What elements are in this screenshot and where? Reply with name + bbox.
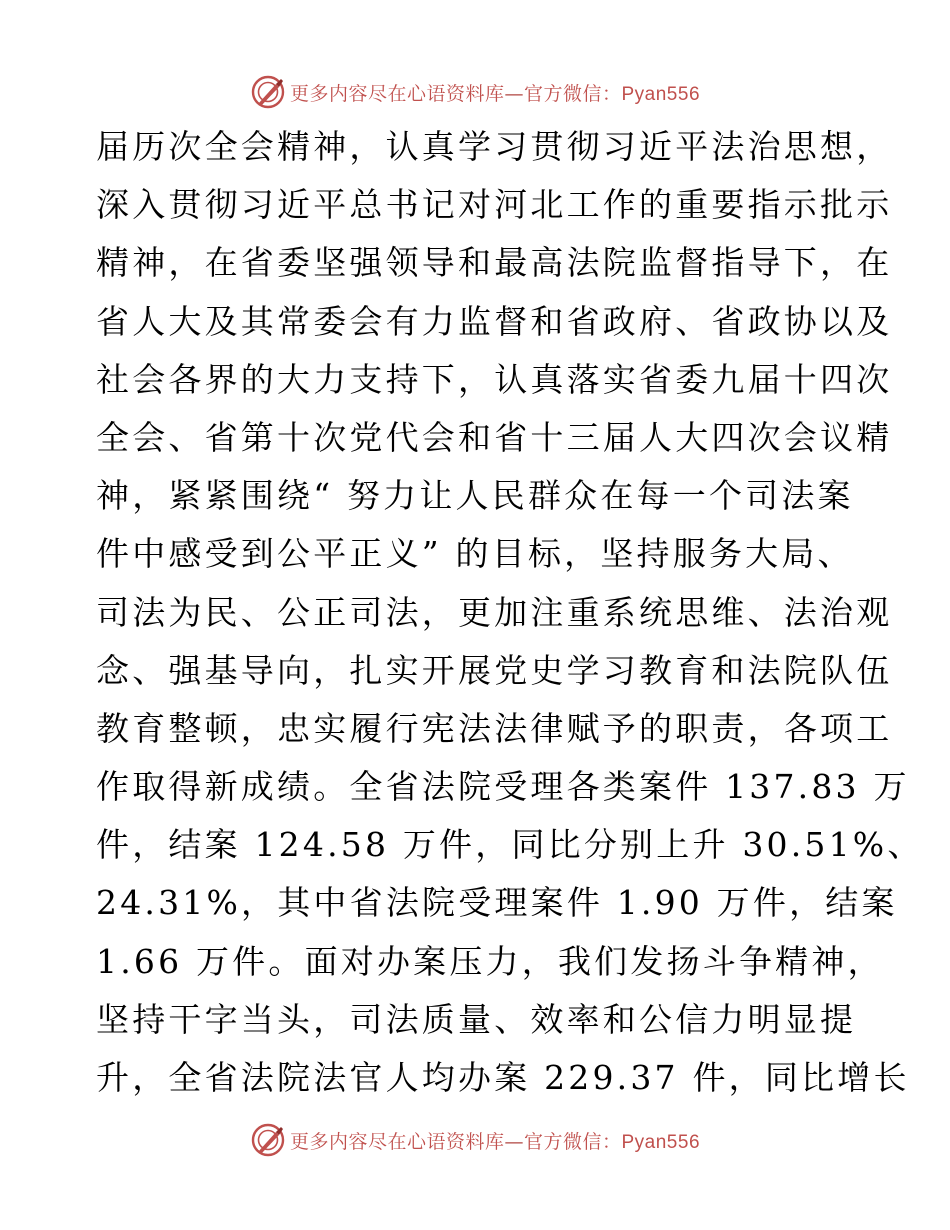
text-line: 件，结案 124.58 万件，同比分别上升 30.51%、: [96, 825, 924, 865]
watermark-separator: —: [504, 1130, 524, 1153]
text-line: 司法为民、公正司法，更加注重系统思维、法治观: [96, 592, 893, 632]
text-line: 教育整顿，忠实履行宪法法律赋予的职责，各项工: [96, 708, 893, 748]
text-line: 深入贯彻习近平总书记对河北工作的重要指示批示: [96, 185, 893, 225]
text-line: 24.31%，其中省法院受理案件 1.90 万件，结案: [96, 883, 898, 923]
text-line: 精神，在省委坚强领导和最高法院监督指导下，在: [96, 243, 893, 283]
watermark-header: [0, 72, 950, 112]
watermark-brand: 更多内容尽在心语资料库: [289, 1130, 505, 1153]
watermark-wechat-label: 官方微信：: [523, 1130, 622, 1153]
text-line: 1.66 万件。面对办案压力，我们发扬斗争精神，: [96, 941, 884, 981]
text-line: 社会各界的大力支持下，认真落实省委九届十四次: [96, 359, 893, 399]
watermark-separator: —: [504, 82, 524, 105]
text-line: 作取得新成绩。全省法院受理各类案件 137.83 万: [96, 767, 910, 807]
text-line: 念、强基导向，扎实开展党史学习教育和法院队伍: [96, 650, 893, 690]
watermark-wechat-id: Pyan556: [621, 1131, 701, 1153]
text-line: 件中感受到公平正义” 的目标，坚持服务大局、: [96, 534, 854, 574]
watermark-text: [290, 79, 700, 106]
text-line: 届历次全会精神，认真学习贯彻习近平法治思想，: [96, 127, 893, 166]
pen-logo-icon: [250, 1122, 286, 1158]
text-line: 省人大及其常委会有力监督和省政府、省政协以及: [96, 301, 893, 341]
text-line: 坚持干字当头，司法质量、效率和公信力明显提: [96, 999, 857, 1039]
watermark-text: [290, 1127, 700, 1154]
watermark-wechat-label: 官方微信：: [523, 82, 622, 105]
pen-logo-icon: [250, 74, 286, 110]
watermark-wechat-id: Pyan556: [621, 83, 701, 105]
watermark-footer: [0, 1120, 950, 1160]
body-paragraph: [96, 118, 924, 1107]
text-line: 全会、省第十次党代会和省十三届人大四次会议精: [96, 417, 893, 457]
text-line: 神，紧紧围绕“ 努力让人民群众在每一个司法案: [96, 476, 854, 516]
watermark-brand: 更多内容尽在心语资料库: [289, 82, 505, 105]
text-line: 升，全省法院法官人均办案 229.37 件，同比增长: [96, 1058, 910, 1097]
